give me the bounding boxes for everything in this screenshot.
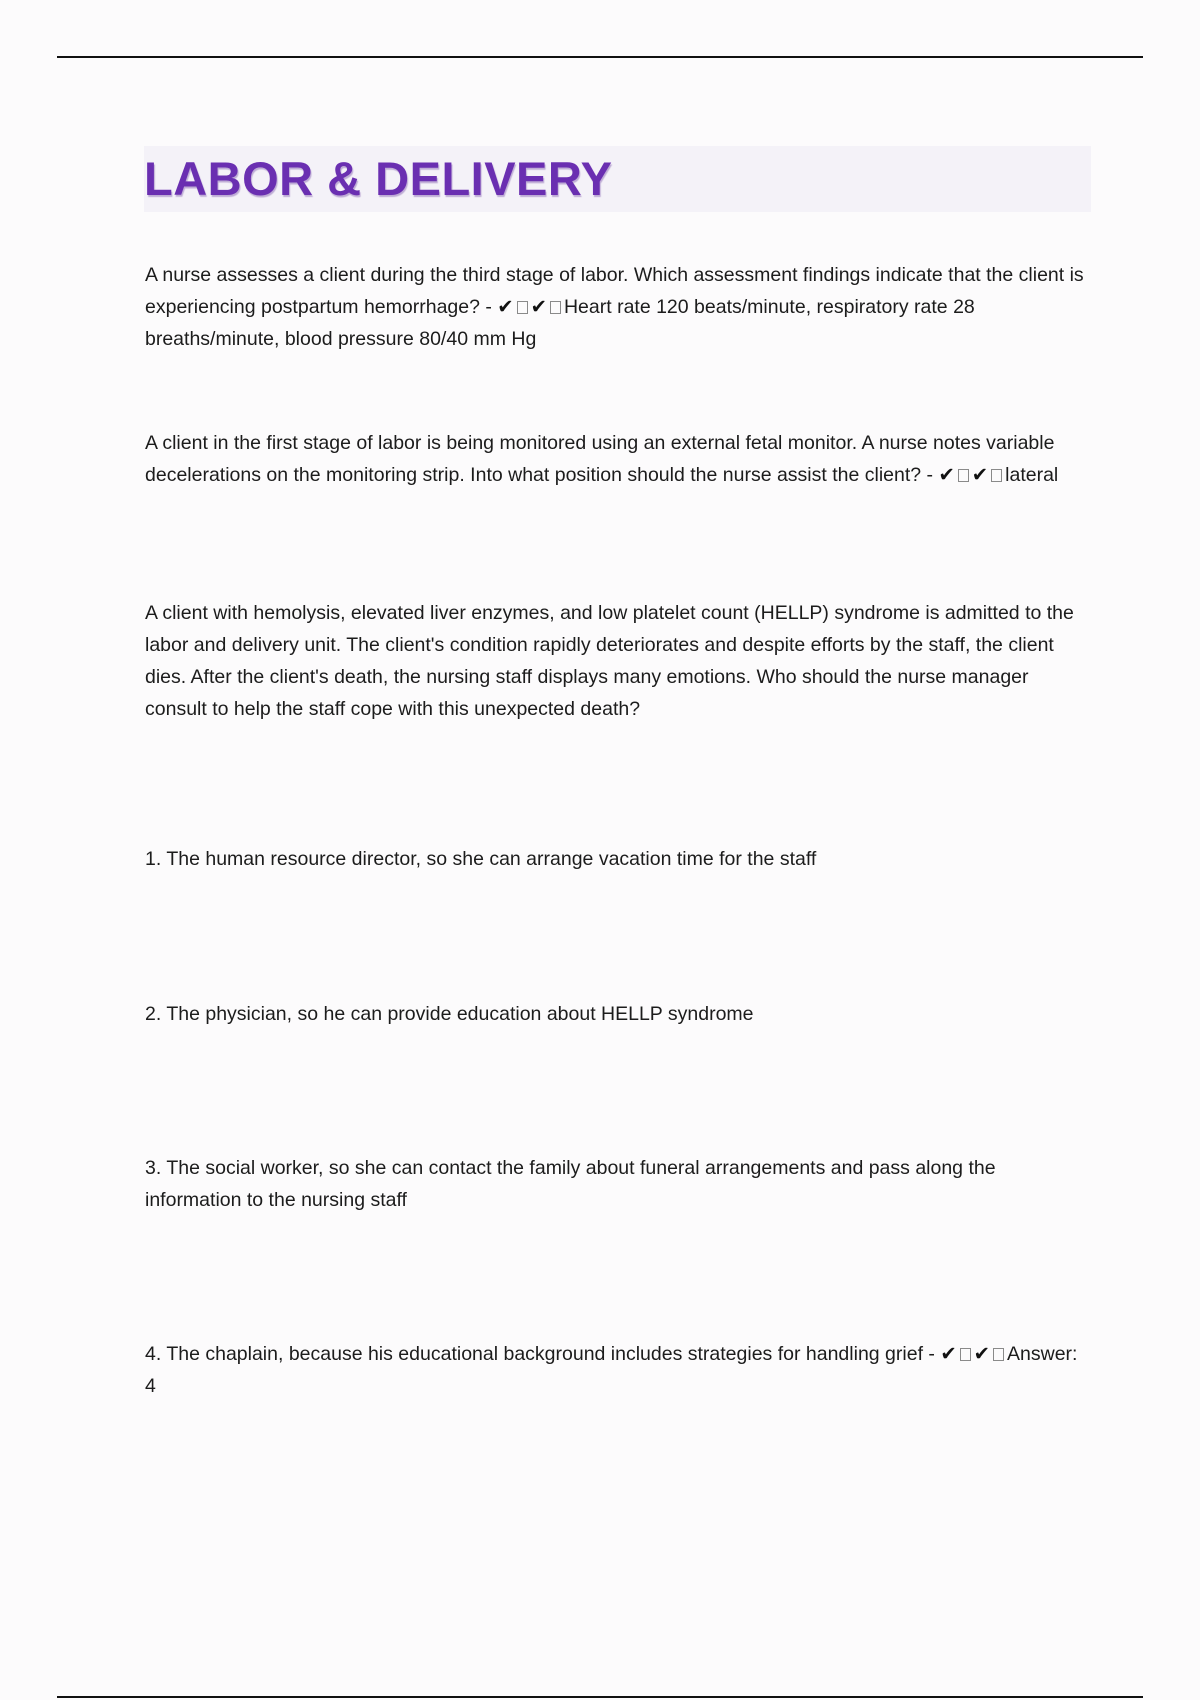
empty-box-icon [960, 1348, 971, 1361]
document-title: LABOR & DELIVERY [144, 152, 613, 205]
answer-text: Answer: 4 [145, 1343, 1078, 1397]
empty-box-icon [958, 469, 969, 482]
checkmark-icon: ✔ [971, 464, 989, 486]
bottom-rule [57, 1696, 1143, 1698]
answer-text: Heart rate 120 beats/minute, respiratory rate 28 breaths/minute, blood pressure 80/40 mm Hg [145, 296, 975, 350]
question-3 [145, 597, 1090, 725]
empty-box-icon [517, 301, 528, 314]
empty-box-icon [991, 469, 1002, 482]
option-2 [145, 998, 1090, 1030]
checkmark-icon: ✔ [973, 1343, 991, 1365]
question-prompt: A nurse assesses a client during the third stage of labor. Which assessment findings indicate that the client is experiencing postpartum hemorrhage? - [145, 264, 1084, 318]
option-4-text [145, 1338, 1090, 1402]
title-banner [144, 146, 1091, 212]
option-3 [145, 1152, 1090, 1216]
option-4 [145, 1338, 1090, 1402]
checkmark-icon: ✔ [530, 296, 547, 318]
option-text: 1. The human resource director, so she can arrange vacation time for the staff [145, 848, 817, 870]
question-prompt: A client in the first stage of labor is being monitored using an external fetal monitor. A nurse notes variable decelerations on the monitoring strip. Into what position should the nurse assist the client? - [145, 432, 1055, 486]
checkmark-icon: ✔ [940, 1343, 957, 1365]
question-2 [145, 427, 1090, 491]
empty-box-icon [550, 301, 561, 314]
question-2-text [145, 427, 1090, 491]
option-text: 3. The social worker, so she can contact the family about funeral arrangements and pass along the information to the nursing staff [145, 1157, 996, 1211]
top-rule [57, 56, 1143, 58]
checkmark-icon: ✔ [497, 296, 514, 318]
option-1 [145, 843, 1090, 875]
checkmark-icon: ✔ [938, 464, 955, 486]
question-3-text: A client with hemolysis, elevated liver enzymes, and low platelet count (HELLP) syndrome is admitted to the labor and delivery unit. The client's condition rapidly deteriorates and despite efforts by the staff, the client dies. After the client's death, the nursing staff displays many emotions. Who should the nurse manager consult to help the staff cope with this unexpected death? [145, 602, 1074, 720]
question-1 [145, 259, 1090, 355]
option-text: 2. The physician, so he can provide education about HELLP syndrome [145, 1003, 754, 1025]
question-1-text [145, 259, 1090, 355]
empty-box-icon [993, 1348, 1004, 1361]
answer-text: lateral [1005, 464, 1059, 486]
option-text: 4. The chaplain, because his educational background includes strategies for handling grief - [145, 1343, 935, 1365]
